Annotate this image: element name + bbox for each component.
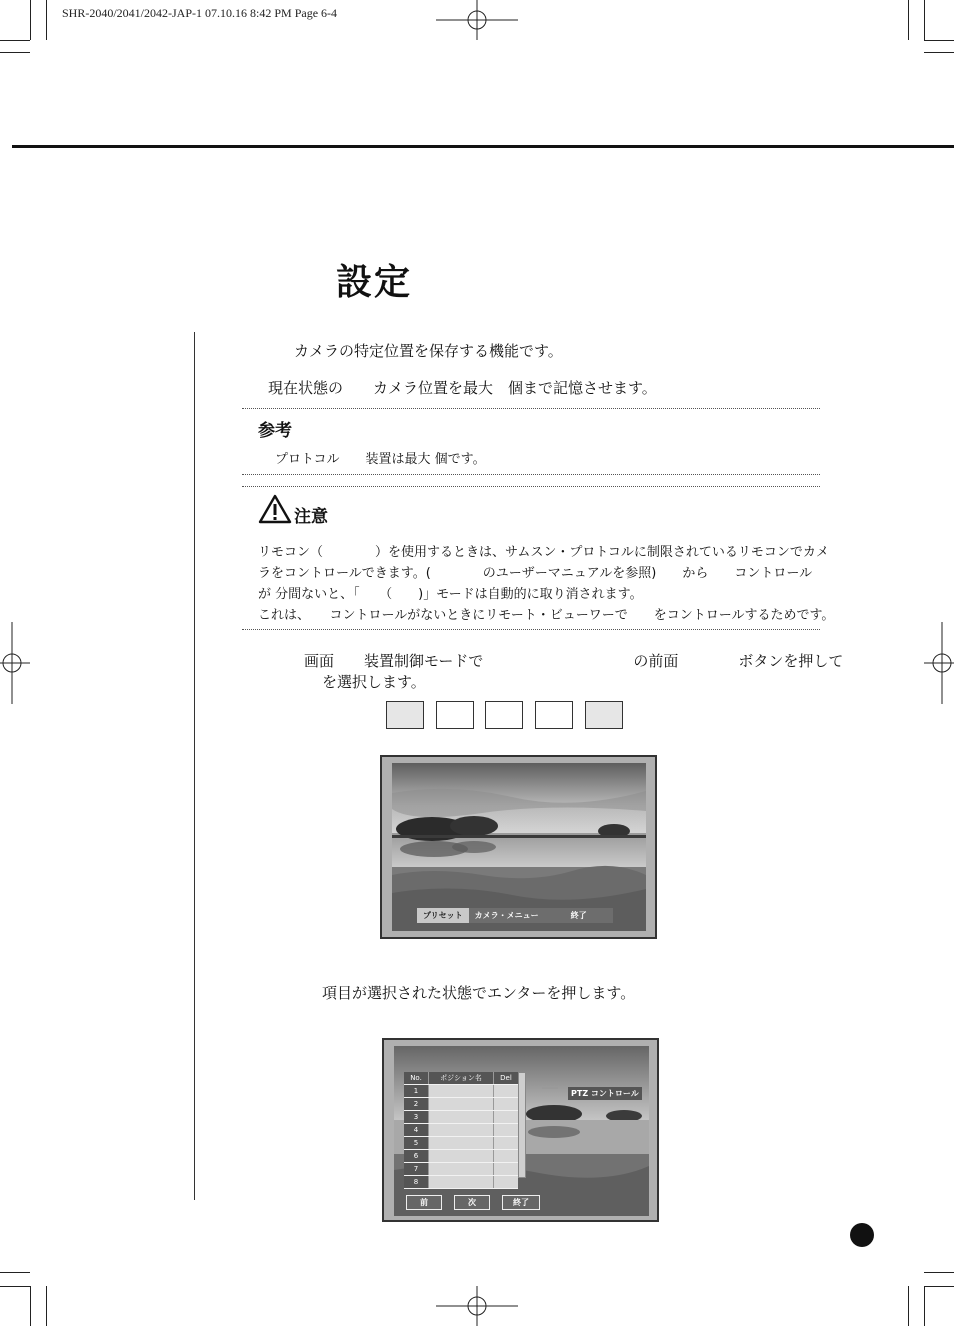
table-row[interactable] — [404, 1176, 518, 1189]
caution-heading: 注意 — [294, 507, 328, 527]
step1-line-1: 画面 装置制御モードで の前面 ボタンを押して — [304, 652, 844, 670]
intro-line-1: カメラの特定位置を保存する機能です。 — [294, 342, 563, 360]
print-header: SHR-2040/2041/2042-JAP-1 07.10.16 8:42 PM Page 6-4 — [62, 6, 338, 20]
preset-list-screenshot — [382, 1038, 659, 1222]
row-del[interactable] — [493, 1085, 518, 1097]
caution-line: リモコン（ ）を使用するときは、サムスン・プロトコルに制限されているリモコンでカメ — [258, 545, 829, 560]
row-del[interactable] — [493, 1111, 518, 1123]
caution-body — [258, 542, 835, 626]
table-row[interactable] — [404, 1098, 518, 1111]
row-del[interactable] — [493, 1163, 518, 1175]
note-heading: 参考 — [258, 421, 292, 441]
row-name — [428, 1163, 493, 1175]
table-header — [404, 1072, 518, 1085]
row-number: 3 — [404, 1111, 428, 1123]
col-del-header: Del — [493, 1072, 518, 1084]
row-del[interactable] — [493, 1150, 518, 1162]
next-button[interactable]: 次 — [454, 1195, 490, 1210]
row-number: 5 — [404, 1137, 428, 1149]
menu-item-preset[interactable]: プリセット — [417, 908, 469, 923]
row-name — [428, 1111, 493, 1123]
key-box — [485, 701, 523, 729]
key-box — [585, 701, 623, 729]
table-row[interactable] — [404, 1111, 518, 1124]
caution-line: ラをコントロールできます。( のユーザーマニュアルを参照) から コントロール — [258, 566, 813, 581]
preset-menu-screenshot — [380, 755, 657, 939]
page-title: 設定 — [336, 262, 413, 303]
caution-bottom-divider — [242, 629, 820, 630]
row-number: 8 — [404, 1176, 428, 1188]
key-box — [386, 701, 424, 729]
end-button[interactable]: 終了 — [502, 1195, 540, 1210]
key-box — [535, 701, 573, 729]
list-scrollbar[interactable] — [518, 1072, 526, 1178]
note-bottom-divider — [242, 474, 820, 475]
row-name — [428, 1124, 493, 1136]
col-name-header: ポジション名 — [428, 1072, 493, 1084]
note-body: プロトコル 装置は最大 個です。 — [275, 452, 486, 467]
table-row[interactable] — [404, 1137, 518, 1150]
row-number: 6 — [404, 1150, 428, 1162]
top-rule — [12, 145, 954, 148]
prev-button[interactable]: 前 — [406, 1195, 442, 1210]
ptz-control-label: PTZ コントロール — [568, 1087, 642, 1100]
table-row[interactable] — [404, 1124, 518, 1137]
menu-item-exit[interactable]: 終了 — [545, 908, 613, 923]
note-top-divider — [242, 408, 820, 409]
row-name — [428, 1137, 493, 1149]
row-del[interactable] — [493, 1124, 518, 1136]
row-name — [428, 1098, 493, 1110]
caution-line: が 分間ないと、「 （ )」モードは自動的に取り消されます。 — [258, 587, 643, 602]
step1-line-2: を選択します。 — [322, 673, 426, 691]
margin-line — [194, 332, 195, 1200]
step2-text: 項目が選択された状態でエンターを押します。 — [322, 984, 636, 1002]
table-row[interactable] — [404, 1150, 518, 1163]
row-del[interactable] — [493, 1137, 518, 1149]
intro-line-2: 現在状態の カメラ位置を最大 個まで記憶させます。 — [268, 379, 657, 397]
menu-item-camera-menu[interactable]: カメラ・メニュー — [469, 908, 545, 923]
caution-line: これは、 コントロールがないときにリモート・ビューワーで をコントロールするためです。 — [258, 608, 835, 623]
row-del[interactable] — [493, 1176, 518, 1188]
row-name — [428, 1176, 493, 1188]
landscape-image — [392, 763, 646, 931]
col-no-header: No. — [404, 1072, 428, 1084]
row-number: 1 — [404, 1085, 428, 1097]
row-name — [428, 1085, 493, 1097]
row-number: 7 — [404, 1163, 428, 1175]
row-number: 4 — [404, 1124, 428, 1136]
preset-table — [404, 1072, 518, 1189]
warning-icon — [258, 494, 292, 524]
menu-bar — [417, 908, 613, 923]
ptz-key-icon — [542, 1087, 558, 1089]
row-del[interactable] — [493, 1098, 518, 1110]
page-marker-dot — [850, 1223, 874, 1247]
key-box — [436, 701, 474, 729]
row-number: 2 — [404, 1098, 428, 1110]
table-row[interactable] — [404, 1085, 518, 1098]
row-name — [428, 1150, 493, 1162]
table-row[interactable] — [404, 1163, 518, 1176]
caution-top-divider — [242, 486, 820, 487]
